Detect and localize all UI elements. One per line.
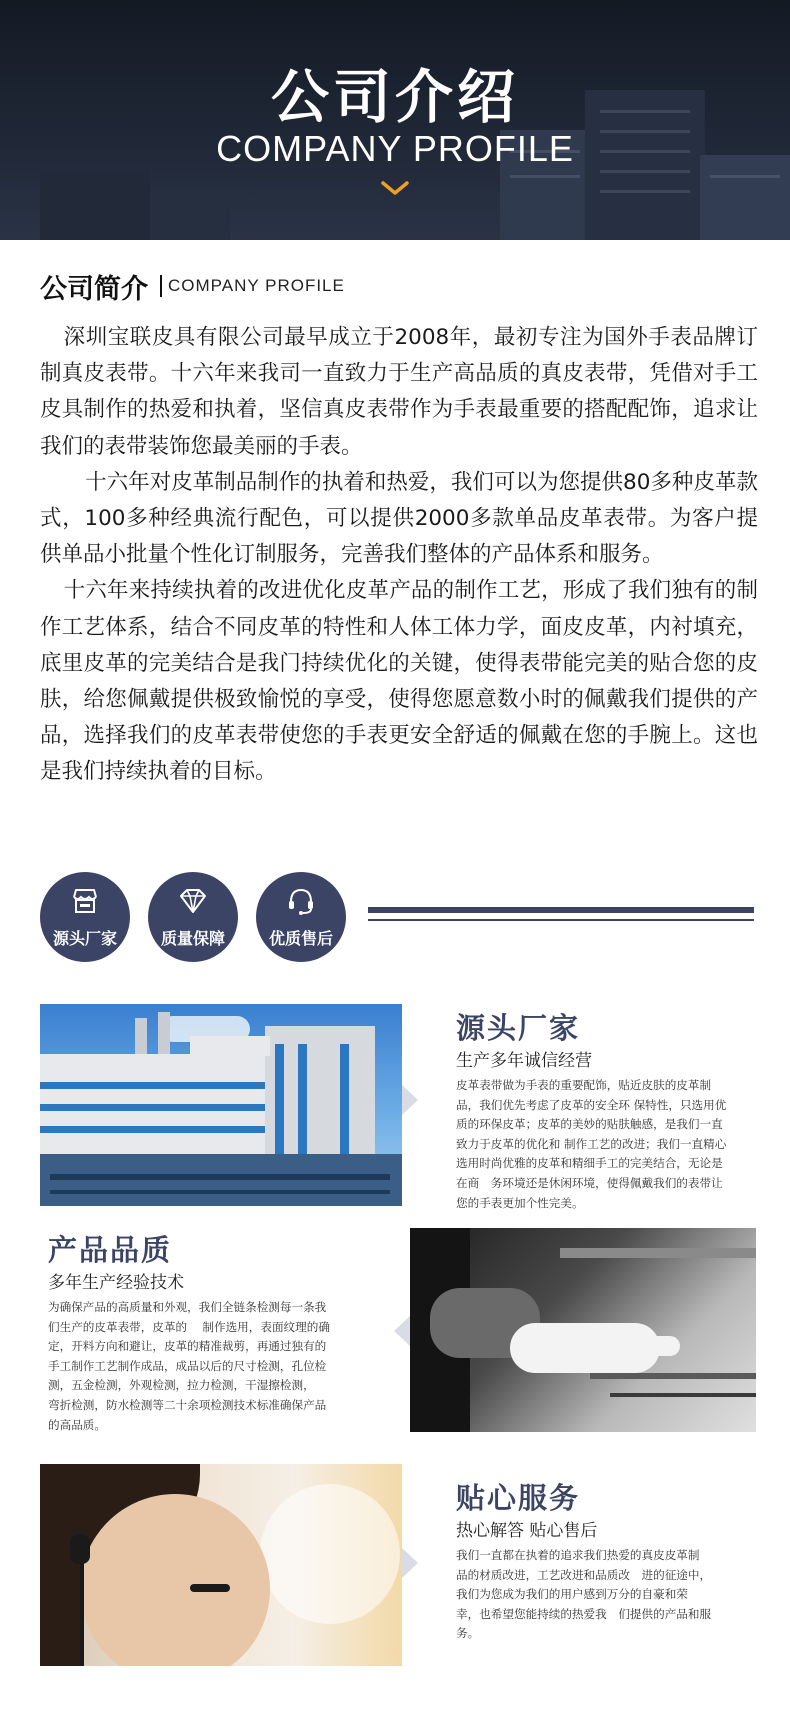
pointer-triangle xyxy=(402,1548,418,1578)
section-title: 公司简介 xyxy=(40,273,148,305)
diamond-icon xyxy=(178,886,208,916)
feature-badge-label: 质量保障 xyxy=(160,929,225,948)
banner-window xyxy=(710,175,780,178)
chevron-down-icon xyxy=(380,180,410,198)
feature-badge-source xyxy=(40,872,130,962)
body-line: 品的材质改进，工艺改进和品质改 进的征途中， xyxy=(456,1567,712,1582)
body-line: 手工制作工艺制作成品，成品以后的尺寸检测，孔位检 xyxy=(48,1358,327,1373)
feature-badge-label: 源头厂家 xyxy=(52,929,117,948)
body-line: 我们为您成为我们的用户感到万分的自豪和荣 xyxy=(456,1587,688,1602)
banner-building xyxy=(40,170,150,240)
body-line: 幸，也希望您能持续的热爱我 们提供的产品和服 xyxy=(456,1606,712,1621)
block-title: 源头厂家 xyxy=(456,1011,581,1045)
body-line: 务。 xyxy=(456,1626,480,1641)
block-body xyxy=(456,1076,756,1213)
body-line: 在商 务环境还是休闲环境，使得佩戴我们的表带让 xyxy=(456,1175,723,1190)
feature-badge-quality xyxy=(148,872,238,962)
storefront-icon xyxy=(70,886,100,916)
inspection-photo xyxy=(410,1228,756,1432)
body-line: 质的环保皮革；皮革的美妙的贴肤触感，是我们一直 xyxy=(456,1117,723,1132)
section-heading xyxy=(40,266,345,306)
intro-paragraph: 十六年来持续执着的改进优化皮革产品的制作工艺，形成了我们独有的制作工艺体系，结合不同皮革的特性和人体工体力学，面皮皮革，内衬填充，底里皮革的完美结合是我门持续优化的关键，使得表带能完美的贴合您的皮肤，给您佩戴提供极致愉悦的享受，使得您愿意数小时的佩戴我们提供的产品，选择我们的皮革表带使您的手表更安全舒适的佩戴在您的手腕上。这也是我们持续执着的目标。 xyxy=(40,578,758,785)
intro-text xyxy=(40,320,758,791)
banner-window xyxy=(600,190,690,193)
customer-service-photo xyxy=(40,1464,402,1666)
body-line: 您的手表更加个性完美。 xyxy=(456,1195,584,1210)
feature-badge-label: 优质售后 xyxy=(268,929,333,948)
pointer-triangle xyxy=(402,1085,418,1115)
intro-paragraph: 深圳宝联皮具有限公司最早成立于2008年，最初专注为国外手表品牌订制真皮表带。十六年来我司一直致力于生产高品质的真皮表带，凭借对手工皮具制作的热爱和执着，坚信真皮表带作为手表最重要的搭配配饰，追求让我们的表带装饰您最美丽的手表。 xyxy=(40,325,758,459)
body-line: 的高品质。 xyxy=(48,1417,106,1432)
decorative-rule xyxy=(368,907,754,923)
block-title: 贴心服务 xyxy=(456,1481,581,1515)
body-line: 为确保产品的高质量和外观，我们全链条检测每一条我 xyxy=(48,1300,327,1314)
block-title: 产品品质 xyxy=(48,1233,173,1267)
block-subtitle: 热心解答 贴心售后 xyxy=(456,1521,598,1541)
banner-building xyxy=(150,190,230,240)
block-body xyxy=(456,1546,756,1644)
body-line: 定，开料方向和避让，皮革的精准裁剪，再通过独有的 xyxy=(48,1339,327,1354)
body-line: 测，五金检测，外观检测，拉力检测，干湿擦检测， xyxy=(48,1378,315,1393)
banner-window xyxy=(510,175,580,178)
headset-icon xyxy=(286,886,316,916)
block-body xyxy=(48,1298,348,1435)
body-line: 弯折检测，防水检测等二十余项检测技术标准确保产品 xyxy=(48,1397,327,1412)
body-line: 皮革表带做为手表的重要配饰，贴近皮肤的皮革制 xyxy=(456,1078,712,1092)
block-subtitle: 生产多年诚信经营 xyxy=(456,1051,592,1071)
rule-thin xyxy=(368,919,754,921)
rule-thick xyxy=(368,907,754,913)
body-line: 品，我们优先考虑了皮革的安全环 保特性，只选用优 xyxy=(456,1097,727,1112)
block-subtitle: 多年生产经验技术 xyxy=(48,1273,184,1293)
body-line: 们生产的皮革表带，皮革的 制作选用，表面纹理的确 xyxy=(48,1319,330,1334)
body-line: 我们一直都在执着的追求我们热爱的真皮皮革制 xyxy=(456,1548,700,1562)
feature-badge-service xyxy=(256,872,346,962)
banner-window xyxy=(600,170,690,173)
intro-paragraph: 十六年对皮革制品制作的执着和热爱，我们可以为您提供80多种皮革款式，100多种经典流行配色，可以提供2000多款单品皮革表带。为客户提供单品小批量个性化订制服务，完善我们整体的产品体系和服务。 xyxy=(40,469,758,568)
page-banner xyxy=(0,0,790,240)
heading-divider xyxy=(160,275,162,297)
section-subtitle: COMPANY PROFILE xyxy=(168,276,345,295)
body-line: 选用时尚优雅的皮革和精细手工的完美结合，无论是 xyxy=(456,1156,723,1171)
body-line: 致力于皮革的优化和 制作工艺的改进；我们一直精心 xyxy=(456,1136,727,1151)
factory-photo xyxy=(40,1004,402,1206)
banner-title: 公司介绍 xyxy=(270,63,519,131)
pointer-triangle xyxy=(394,1316,410,1346)
banner-subtitle: COMPANY PROFILE xyxy=(216,128,574,169)
